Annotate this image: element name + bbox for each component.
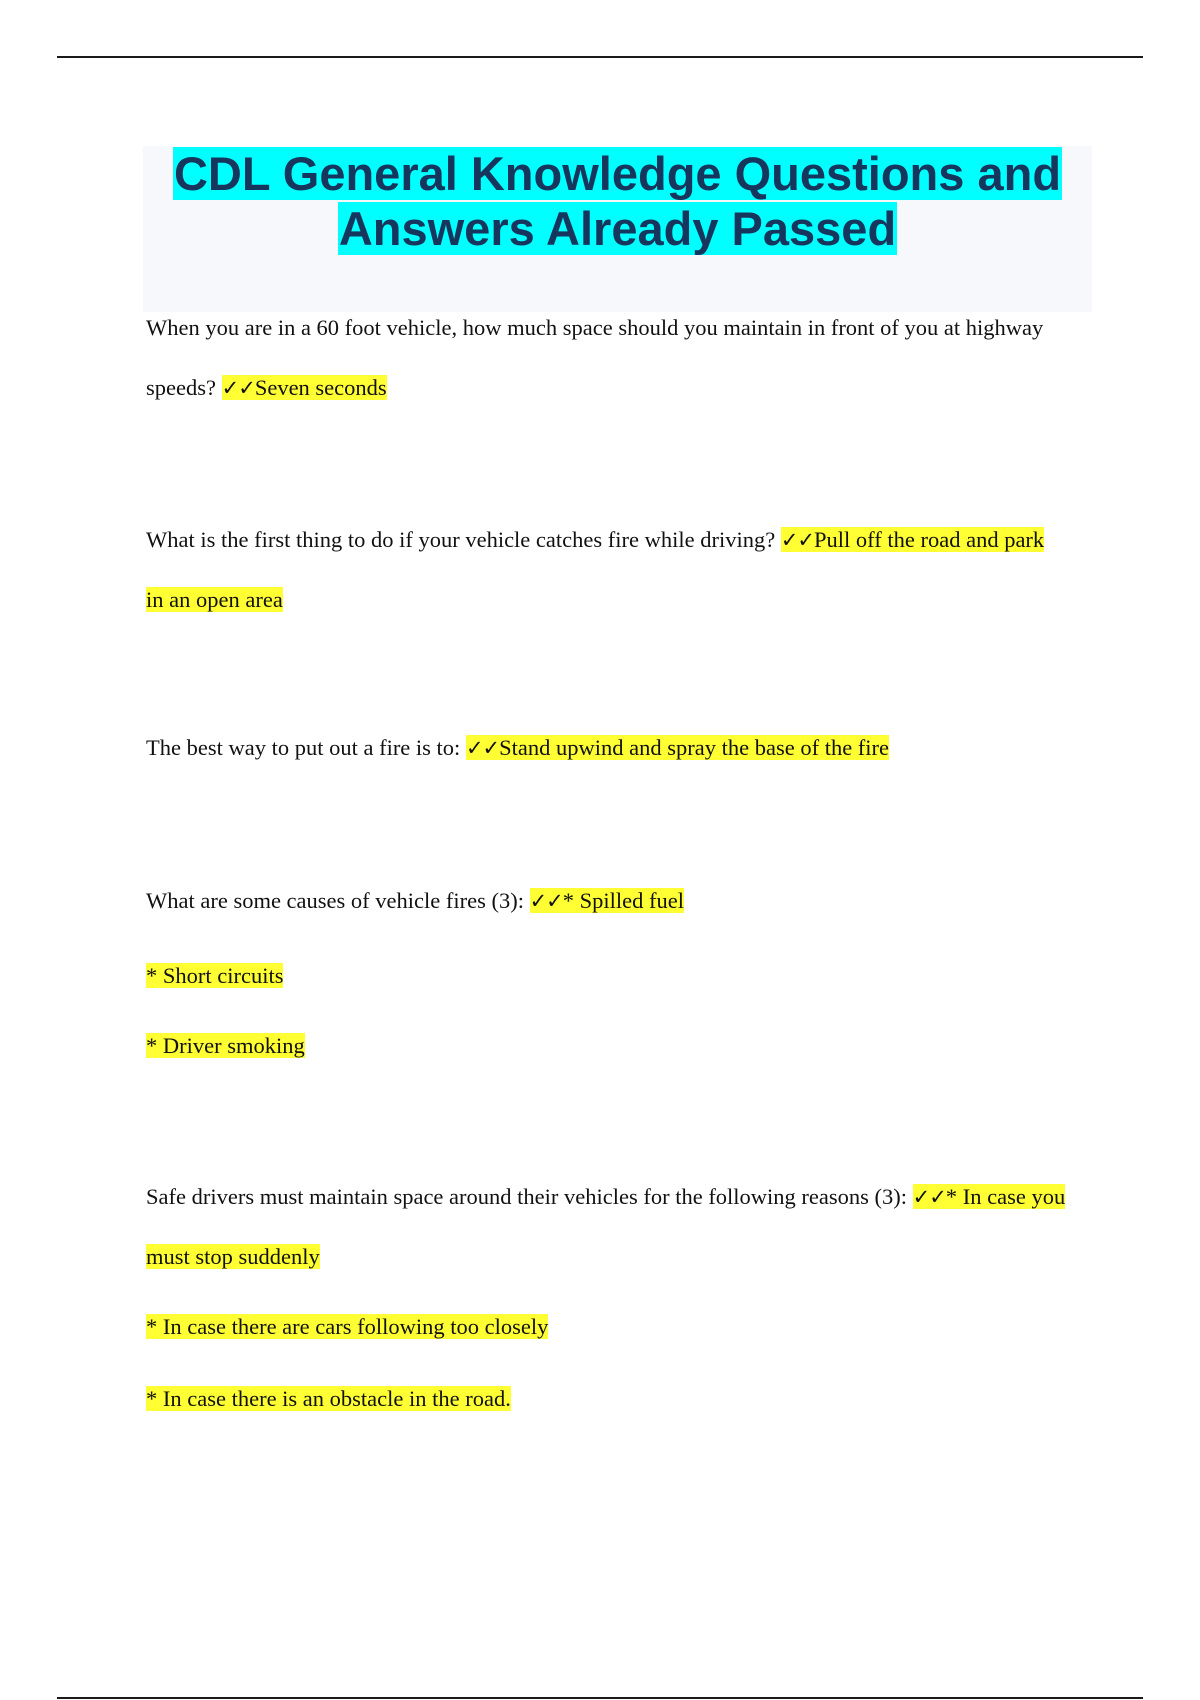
double-check-icon: ✓✓ bbox=[465, 736, 500, 760]
list-item: * Driver smoking bbox=[146, 1033, 305, 1058]
qa-paragraph-1 bbox=[146, 298, 1066, 418]
qa-paragraph-2 bbox=[146, 510, 1066, 630]
answer-text: Stand upwind and spray the base of the fire bbox=[499, 735, 890, 760]
answer-highlight bbox=[530, 888, 684, 913]
question-text: What is the first thing to do if your vehicle catches fire while driving? bbox=[146, 527, 781, 552]
answer-text: Pull off the road and park in an open area bbox=[146, 527, 1045, 612]
double-check-icon: ✓✓ bbox=[529, 889, 563, 913]
document-title-line-2: Answers Already Passed bbox=[338, 202, 897, 255]
list-item: * Short circuits bbox=[146, 963, 284, 988]
question-text: What are some causes of vehicle fires (3): bbox=[146, 888, 530, 913]
double-check-icon: ✓✓ bbox=[780, 528, 815, 552]
question-text: Safe drivers must maintain space around their vehicles for the following reasons (3): bbox=[146, 1184, 913, 1209]
footer-rule bbox=[57, 1697, 1143, 1699]
answer-text: * In case you must stop suddenly bbox=[146, 1184, 1066, 1269]
qa-paragraph-3 bbox=[146, 718, 1066, 778]
document-title-line-1: CDL General Knowledge Questions and bbox=[173, 147, 1062, 200]
answer-text: Seven seconds bbox=[254, 375, 387, 400]
double-check-icon: ✓✓ bbox=[221, 376, 255, 400]
title-block bbox=[143, 146, 1092, 312]
list-item: * In case there is an obstacle in the road. bbox=[146, 1386, 511, 1411]
answer-highlight bbox=[222, 375, 387, 400]
list-item: * In case there are cars following too closely bbox=[146, 1314, 549, 1339]
answer-text: * Spilled fuel bbox=[562, 888, 685, 913]
header-rule bbox=[57, 56, 1143, 58]
double-check-icon: ✓✓ bbox=[912, 1185, 946, 1209]
qa-paragraph-5 bbox=[146, 1167, 1066, 1287]
qa-paragraph-4 bbox=[146, 871, 1066, 931]
answer-highlight bbox=[466, 735, 889, 760]
question-text: When you are in a 60 foot vehicle, how much space should you maintain in front of you at highway speeds? bbox=[146, 315, 1044, 400]
question-text: The best way to put out a fire is to: bbox=[146, 735, 466, 760]
